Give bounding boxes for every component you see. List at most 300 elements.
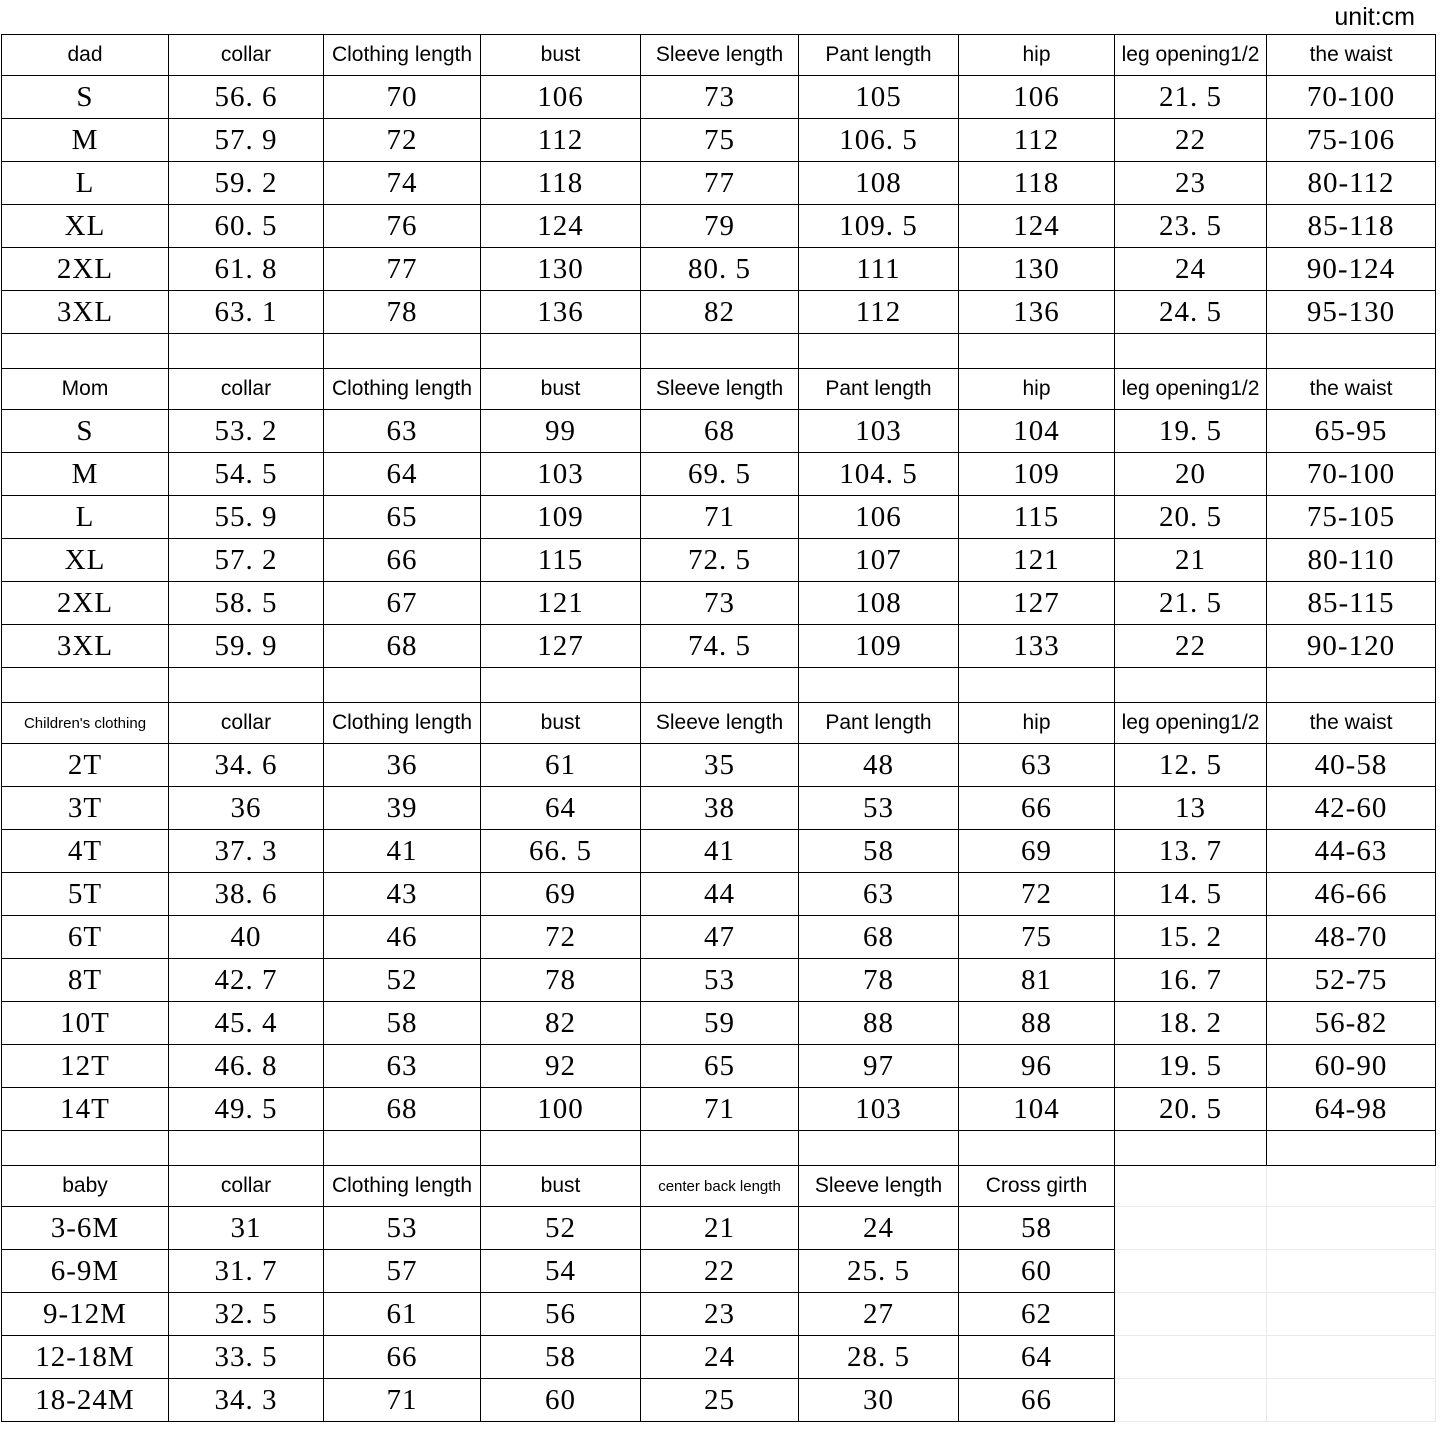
empty-cell [1267,1379,1436,1422]
size-label: S [2,76,169,119]
table-row [2,248,1436,291]
col-leg-opening: leg opening1/2 [1115,369,1267,410]
cell-sleeve-length: 59 [641,1002,799,1045]
table-row [2,1336,1436,1379]
cell-leg-opening: 15. 2 [1115,916,1267,959]
cell-clothing-length: 52 [324,959,481,1002]
cell-clothing-length: 70 [324,76,481,119]
cell-hip: 112 [959,119,1115,162]
cell-sleeve-length: 73 [641,76,799,119]
table-row [2,1250,1436,1293]
cell-bust: 109 [481,496,641,539]
cell-waist: 75-105 [1267,496,1436,539]
cell-sleeve-length: 25. 5 [799,1250,959,1293]
cell-center-back-length: 24 [641,1336,799,1379]
cell-bust: 100 [481,1088,641,1131]
cell-collar: 59. 2 [169,162,324,205]
cell-leg-opening: 24. 5 [1115,291,1267,334]
cell-clothing-length: 41 [324,830,481,873]
cell-pant-length: 112 [799,291,959,334]
cell-waist: 80-110 [1267,539,1436,582]
cell-sleeve-length: 38 [641,787,799,830]
empty-cell [1115,1293,1267,1336]
size-label: 12-18M [2,1336,169,1379]
cell-waist: 42-60 [1267,787,1436,830]
cell-pant-length: 107 [799,539,959,582]
cell-pant-length: 111 [799,248,959,291]
cell-collar: 57. 2 [169,539,324,582]
table-row [2,539,1436,582]
cell-waist: 44-63 [1267,830,1436,873]
size-label: 12T [2,1045,169,1088]
cell-clothing-length: 67 [324,582,481,625]
header-row-children [2,703,1436,744]
cell-hip: 96 [959,1045,1115,1088]
col-hip: hip [959,703,1115,744]
cell-hip: 127 [959,582,1115,625]
cell-hip: 66 [959,787,1115,830]
cell-collar: 46. 8 [169,1045,324,1088]
cell-collar: 61. 8 [169,248,324,291]
cell-sleeve-length: 44 [641,873,799,916]
cell-waist: 56-82 [1267,1002,1436,1045]
empty-cell [1115,1379,1267,1422]
cell-sleeve-length: 30 [799,1379,959,1422]
cell-clothing-length: 66 [324,539,481,582]
cell-leg-opening: 16. 7 [1115,959,1267,1002]
size-label: 14T [2,1088,169,1131]
empty-cell [1267,1207,1436,1250]
table-row [2,1207,1436,1250]
cell-collar: 32. 5 [169,1293,324,1336]
cell-bust: 112 [481,119,641,162]
col-leg-opening: leg opening1/2 [1115,35,1267,76]
cell-bust: 106 [481,76,641,119]
cell-leg-opening: 23 [1115,162,1267,205]
cell-leg-opening: 20. 5 [1115,1088,1267,1131]
size-label: 4T [2,830,169,873]
table-row [2,76,1436,119]
spacer-cell [1267,334,1436,369]
header-row-baby [2,1166,1436,1207]
cell-sleeve-length: 73 [641,582,799,625]
cell-sleeve-length: 27 [799,1293,959,1336]
cell-clothing-length: 72 [324,119,481,162]
spacer-cell [1115,668,1267,703]
col-waist: the waist [1267,35,1436,76]
table-row [2,744,1436,787]
table-row [2,830,1436,873]
cell-leg-opening: 23. 5 [1115,205,1267,248]
size-label: 5T [2,873,169,916]
cell-pant-length: 103 [799,410,959,453]
cell-pant-length: 104. 5 [799,453,959,496]
section-title-mom: Mom [2,369,169,410]
col-center-back-length: center back length [641,1166,799,1207]
col-collar: collar [169,703,324,744]
cell-hip: 121 [959,539,1115,582]
cell-hip: 72 [959,873,1115,916]
cell-sleeve-length: 80. 5 [641,248,799,291]
cell-leg-opening: 24 [1115,248,1267,291]
cell-sleeve-length: 77 [641,162,799,205]
size-label: L [2,162,169,205]
cell-collar: 31 [169,1207,324,1250]
cell-pant-length: 108 [799,582,959,625]
cell-clothing-length: 78 [324,291,481,334]
cell-hip: 109 [959,453,1115,496]
table-row [2,453,1436,496]
spacer-cell [799,334,959,369]
table-row [2,1293,1436,1336]
cell-pant-length: 103 [799,1088,959,1131]
cell-clothing-length: 64 [324,453,481,496]
cell-bust: 61 [481,744,641,787]
cell-leg-opening: 20. 5 [1115,496,1267,539]
cell-clothing-length: 57 [324,1250,481,1293]
spacer-cell [959,668,1115,703]
cell-leg-opening: 21 [1115,539,1267,582]
spacer-cell [1267,668,1436,703]
cell-pant-length: 108 [799,162,959,205]
cell-clothing-length: 68 [324,625,481,668]
table-row [2,582,1436,625]
spacer-cell [641,334,799,369]
cell-collar: 55. 9 [169,496,324,539]
cell-cross-girth: 58 [959,1207,1115,1250]
header-row-dad [2,35,1436,76]
cell-bust: 60 [481,1379,641,1422]
col-bust: bust [481,1166,641,1207]
cell-collar: 36 [169,787,324,830]
size-label: M [2,453,169,496]
cell-bust: 78 [481,959,641,1002]
cell-clothing-length: 39 [324,787,481,830]
cell-cross-girth: 62 [959,1293,1115,1336]
cell-waist: 85-115 [1267,582,1436,625]
cell-collar: 63. 1 [169,291,324,334]
cell-hip: 124 [959,205,1115,248]
cell-hip: 115 [959,496,1115,539]
spacer-cell [481,668,641,703]
cell-clothing-length: 53 [324,1207,481,1250]
cell-cross-girth: 60 [959,1250,1115,1293]
cell-leg-opening: 14. 5 [1115,873,1267,916]
cell-pant-length: 109. 5 [799,205,959,248]
cell-waist: 64-98 [1267,1088,1436,1131]
cell-bust: 118 [481,162,641,205]
cell-sleeve-length: 74. 5 [641,625,799,668]
col-hip: hip [959,369,1115,410]
unit-label: unit:cm [1334,2,1415,31]
cell-sleeve-length: 69. 5 [641,453,799,496]
cell-hip: 104 [959,1088,1115,1131]
col-hip: hip [959,35,1115,76]
table-row [2,205,1436,248]
table-row [2,1002,1436,1045]
spacer-cell [799,668,959,703]
header-row-mom [2,369,1436,410]
cell-bust: 66. 5 [481,830,641,873]
cell-collar: 54. 5 [169,453,324,496]
col-bust: bust [481,35,641,76]
section-spacer [2,1131,1436,1166]
empty-cell [1267,1336,1436,1379]
cell-clothing-length: 36 [324,744,481,787]
col-collar: collar [169,1166,324,1207]
spacer-cell [169,1131,324,1166]
cell-collar: 53. 2 [169,410,324,453]
cell-clothing-length: 65 [324,496,481,539]
size-label: 3XL [2,625,169,668]
cell-collar: 34. 3 [169,1379,324,1422]
cell-sleeve-length: 24 [799,1207,959,1250]
cell-hip: 75 [959,916,1115,959]
cell-waist: 85-118 [1267,205,1436,248]
cell-clothing-length: 66 [324,1336,481,1379]
cell-sleeve-length: 53 [641,959,799,1002]
size-label: XL [2,205,169,248]
cell-collar: 38. 6 [169,873,324,916]
empty-cell [1115,1207,1267,1250]
empty-cell [1115,1166,1267,1207]
cell-clothing-length: 58 [324,1002,481,1045]
cell-sleeve-length: 35 [641,744,799,787]
empty-cell [1267,1250,1436,1293]
cell-waist: 40-58 [1267,744,1436,787]
cell-bust: 56 [481,1293,641,1336]
cell-pant-length: 58 [799,830,959,873]
col-collar: collar [169,369,324,410]
cell-collar: 45. 4 [169,1002,324,1045]
cell-bust: 115 [481,539,641,582]
cell-pant-length: 53 [799,787,959,830]
size-label: 6-9M [2,1250,169,1293]
section-title-children: Children's clothing [2,703,169,744]
cell-hip: 69 [959,830,1115,873]
cell-clothing-length: 76 [324,205,481,248]
cell-leg-opening: 22 [1115,625,1267,668]
cell-sleeve-length: 71 [641,1088,799,1131]
col-sleeve-length: Sleeve length [641,369,799,410]
cell-hip: 106 [959,76,1115,119]
cell-sleeve-length: 72. 5 [641,539,799,582]
cell-collar: 57. 9 [169,119,324,162]
cell-waist: 60-90 [1267,1045,1436,1088]
size-label: 2T [2,744,169,787]
size-label: XL [2,539,169,582]
cell-hip: 133 [959,625,1115,668]
table-row [2,873,1436,916]
section-title-dad: dad [2,35,169,76]
cell-collar: 34. 6 [169,744,324,787]
cell-leg-opening: 21. 5 [1115,582,1267,625]
spacer-cell [169,668,324,703]
table-row [2,1088,1436,1131]
col-clothing-length: Clothing length [324,1166,481,1207]
col-leg-opening: leg opening1/2 [1115,703,1267,744]
cell-hip: 104 [959,410,1115,453]
cell-pant-length: 78 [799,959,959,1002]
section-spacer [2,334,1436,369]
cell-waist: 65-95 [1267,410,1436,453]
cell-leg-opening: 22 [1115,119,1267,162]
size-label: 18-24M [2,1379,169,1422]
table-row [2,1045,1436,1088]
size-label: 3XL [2,291,169,334]
empty-cell [1115,1336,1267,1379]
size-label: 8T [2,959,169,1002]
cell-sleeve-length: 65 [641,1045,799,1088]
cell-bust: 52 [481,1207,641,1250]
cell-bust: 92 [481,1045,641,1088]
cell-bust: 136 [481,291,641,334]
size-label: M [2,119,169,162]
cell-bust: 69 [481,873,641,916]
table-row [2,787,1436,830]
cell-waist: 80-112 [1267,162,1436,205]
cell-leg-opening: 18. 2 [1115,1002,1267,1045]
cell-sleeve-length: 41 [641,830,799,873]
col-pant-length: Pant length [799,369,959,410]
spacer-cell-empty [1267,1131,1436,1166]
cell-waist: 95-130 [1267,291,1436,334]
col-waist: the waist [1267,369,1436,410]
cell-hip: 88 [959,1002,1115,1045]
cell-clothing-length: 61 [324,1293,481,1336]
cell-collar: 56. 6 [169,76,324,119]
col-clothing-length: Clothing length [324,35,481,76]
table-row [2,119,1436,162]
cell-center-back-length: 23 [641,1293,799,1336]
cell-sleeve-length: 28. 5 [799,1336,959,1379]
cell-pant-length: 63 [799,873,959,916]
spacer-cell [481,1131,641,1166]
spacer-cell [959,1131,1115,1166]
col-sleeve-length: Sleeve length [641,35,799,76]
cell-hip: 81 [959,959,1115,1002]
col-pant-length: Pant length [799,35,959,76]
section-spacer [2,668,1436,703]
cell-collar: 58. 5 [169,582,324,625]
spacer-cell-empty [1115,1131,1267,1166]
cell-clothing-length: 63 [324,410,481,453]
cell-leg-opening: 12. 5 [1115,744,1267,787]
spacer-cell [2,334,169,369]
spacer-cell [641,668,799,703]
col-clothing-length: Clothing length [324,369,481,410]
cell-center-back-length: 22 [641,1250,799,1293]
col-bust: bust [481,369,641,410]
cell-sleeve-length: 68 [641,410,799,453]
col-collar: collar [169,35,324,76]
empty-cell [1267,1293,1436,1336]
section-title-baby: baby [2,1166,169,1207]
cell-collar: 31. 7 [169,1250,324,1293]
cell-clothing-length: 77 [324,248,481,291]
cell-clothing-length: 43 [324,873,481,916]
cell-collar: 60. 5 [169,205,324,248]
size-label: 3-6M [2,1207,169,1250]
cell-sleeve-length: 82 [641,291,799,334]
spacer-cell [2,668,169,703]
cell-leg-opening: 19. 5 [1115,410,1267,453]
cell-bust: 64 [481,787,641,830]
cell-leg-opening: 13 [1115,787,1267,830]
cell-bust: 54 [481,1250,641,1293]
cell-center-back-length: 21 [641,1207,799,1250]
cell-waist: 46-66 [1267,873,1436,916]
table-row [2,410,1436,453]
cell-hip: 130 [959,248,1115,291]
size-label: 9-12M [2,1293,169,1336]
cell-sleeve-length: 71 [641,496,799,539]
cell-cross-girth: 64 [959,1336,1115,1379]
spacer-cell [324,334,481,369]
cell-pant-length: 105 [799,76,959,119]
cell-collar: 33. 5 [169,1336,324,1379]
cell-pant-length: 68 [799,916,959,959]
size-label: 2XL [2,582,169,625]
cell-pant-length: 109 [799,625,959,668]
cell-sleeve-length: 47 [641,916,799,959]
cell-leg-opening: 20 [1115,453,1267,496]
spacer-cell [169,334,324,369]
cell-clothing-length: 71 [324,1379,481,1422]
cell-collar: 40 [169,916,324,959]
cell-collar: 37. 3 [169,830,324,873]
cell-center-back-length: 25 [641,1379,799,1422]
cell-clothing-length: 74 [324,162,481,205]
size-chart-table [1,34,1436,1422]
cell-pant-length: 106. 5 [799,119,959,162]
spacer-cell [799,1131,959,1166]
col-clothing-length: Clothing length [324,703,481,744]
unit-row [0,0,1445,34]
cell-hip: 136 [959,291,1115,334]
table-row [2,625,1436,668]
cell-pant-length: 106 [799,496,959,539]
cell-waist: 90-124 [1267,248,1436,291]
col-sleeve-length: Sleeve length [799,1166,959,1207]
table-row [2,916,1436,959]
cell-sleeve-length: 79 [641,205,799,248]
size-label: 3T [2,787,169,830]
spacer-cell [324,668,481,703]
cell-bust: 82 [481,1002,641,1045]
cell-waist: 75-106 [1267,119,1436,162]
col-bust: bust [481,703,641,744]
cell-bust: 121 [481,582,641,625]
cell-collar: 59. 9 [169,625,324,668]
col-cross-girth: Cross girth [959,1166,1115,1207]
cell-waist: 70-100 [1267,453,1436,496]
size-label: 10T [2,1002,169,1045]
size-label: 2XL [2,248,169,291]
cell-clothing-length: 63 [324,1045,481,1088]
cell-sleeve-length: 75 [641,119,799,162]
col-sleeve-length: Sleeve length [641,703,799,744]
table-row [2,496,1436,539]
spacer-cell [324,1131,481,1166]
cell-hip: 63 [959,744,1115,787]
cell-waist: 48-70 [1267,916,1436,959]
empty-cell [1267,1166,1436,1207]
cell-leg-opening: 13. 7 [1115,830,1267,873]
cell-bust: 58 [481,1336,641,1379]
table-row [2,1379,1436,1422]
spacer-cell [959,334,1115,369]
